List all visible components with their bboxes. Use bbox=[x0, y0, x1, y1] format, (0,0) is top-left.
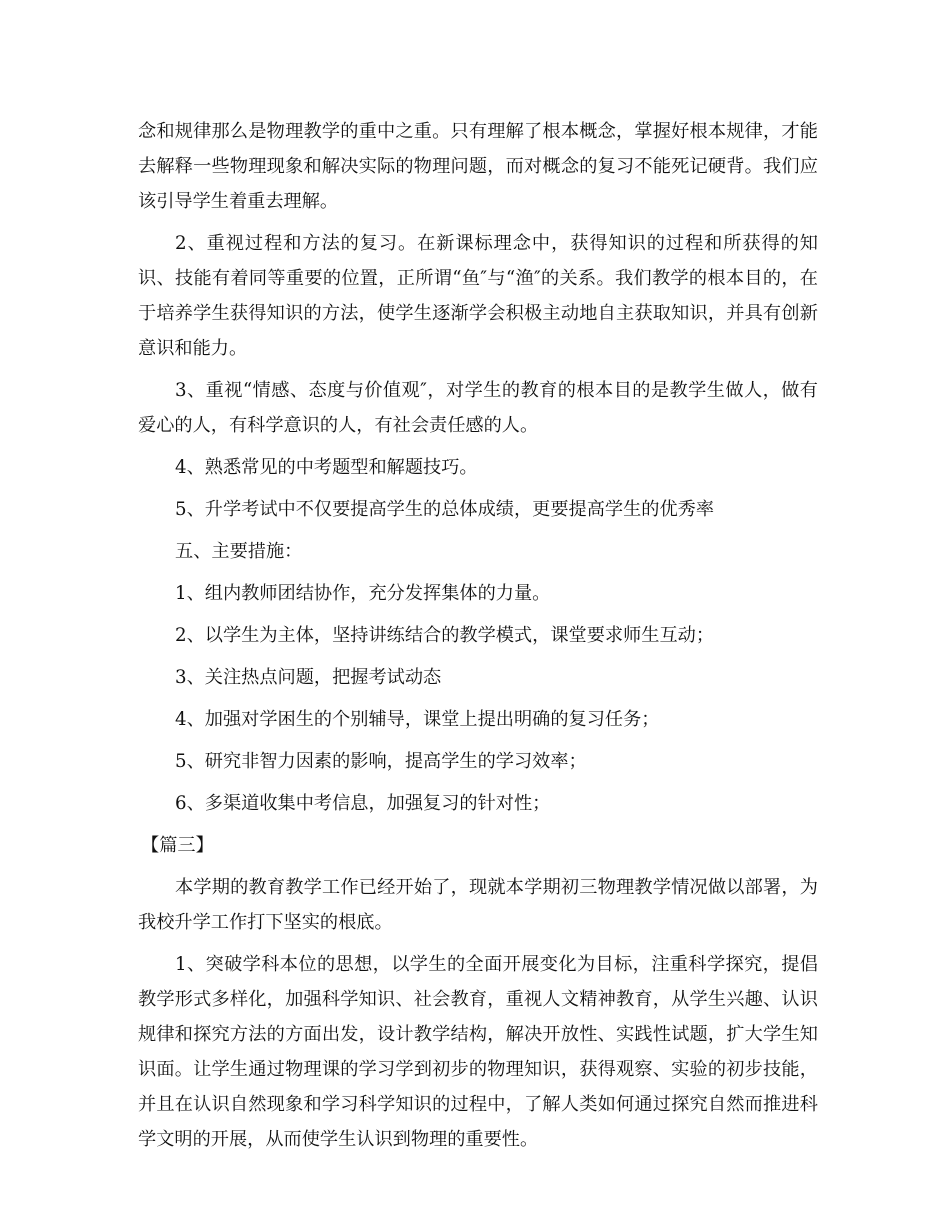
measure-item-3: 3、关注热点问题，把握考试动态 bbox=[175, 667, 442, 688]
measure-item-6: 6、多渠道收集中考信息，加强复习的针对性； bbox=[175, 793, 551, 814]
measure-item-4: 4、加强对学困生的个别辅导，课堂上提出明确的复习任务； bbox=[175, 709, 660, 730]
paragraph-emotion-values: 3、重视“情感、态度与价值观″，对学生的教育的根本目的是教学生做人，做有爱心的人，有科学意识的人，有社会责任感的人。 bbox=[138, 380, 818, 436]
measure-item-5: 5、研究非智力因素的影响，提高学生的学习效率； bbox=[175, 751, 587, 772]
document-body bbox=[138, 114, 818, 1164]
paragraph-exam-types: 4、熟悉常见的中考题型和解题技巧。 bbox=[175, 457, 478, 478]
section-heading-part-three: 【篇三】 bbox=[141, 835, 214, 856]
paragraph-breakthrough: 1、突破学科本位的思想，以学生的全面开展变化为目标，注重科学探究，提倡教学形式多样化，加强科学知识、社会教育，重视人文精神教育，从学生兴趣、认识规律和探究方法的方面出发，设计教学结构，解决开放性、实践性试题，扩大学生知识面。让学生通过物理课的学习学到初步的物理知识，获得观察、实验的初步技能，并且在认识自然现象和学习科学知识的过程中，了解人类如何通过探究自然而推进科学文明的开展，从而使学生认识到物理的重要性。 bbox=[138, 954, 818, 1150]
paragraph-concepts-continued: 念和规律那么是物理教学的重中之重。只有理解了根本概念，掌握好根本规律，才能去解释一些物理现象和解决实际的物理问题，而对概念的复习不能死记硬背。我们应该引导学生着重去理解。 bbox=[138, 121, 818, 212]
measure-item-2: 2、以学生为主体，坚持讲练结合的教学模式，课堂要求师生互动； bbox=[175, 625, 715, 646]
section-heading-measures: 五、主要措施： bbox=[175, 541, 303, 562]
paragraph-process-method: 2、重视过程和方法的复习。在新课标理念中，获得知识的过程和所获得的知识、技能有着同等重要的位置，正所谓“鱼″与“渔″的关系。我们教学的根本目的，在于培养学生获得知识的方法，使学生逐渐学会积极主动地自主获取知识，并具有创新意识和能力。 bbox=[138, 233, 818, 359]
paragraph-semester-intro: 本学期的教育教学工作已经开始了，现就本学期初三物理教学情况做以部署，为我校升学工作打下坚实的根底。 bbox=[138, 877, 818, 933]
measure-item-1: 1、组内教师团结协作，充分发挥集体的力量。 bbox=[175, 583, 551, 604]
paragraph-excellence-rate: 5、升学考试中不仅要提高学生的总体成绩，更要提高学生的优秀率 bbox=[175, 499, 715, 520]
